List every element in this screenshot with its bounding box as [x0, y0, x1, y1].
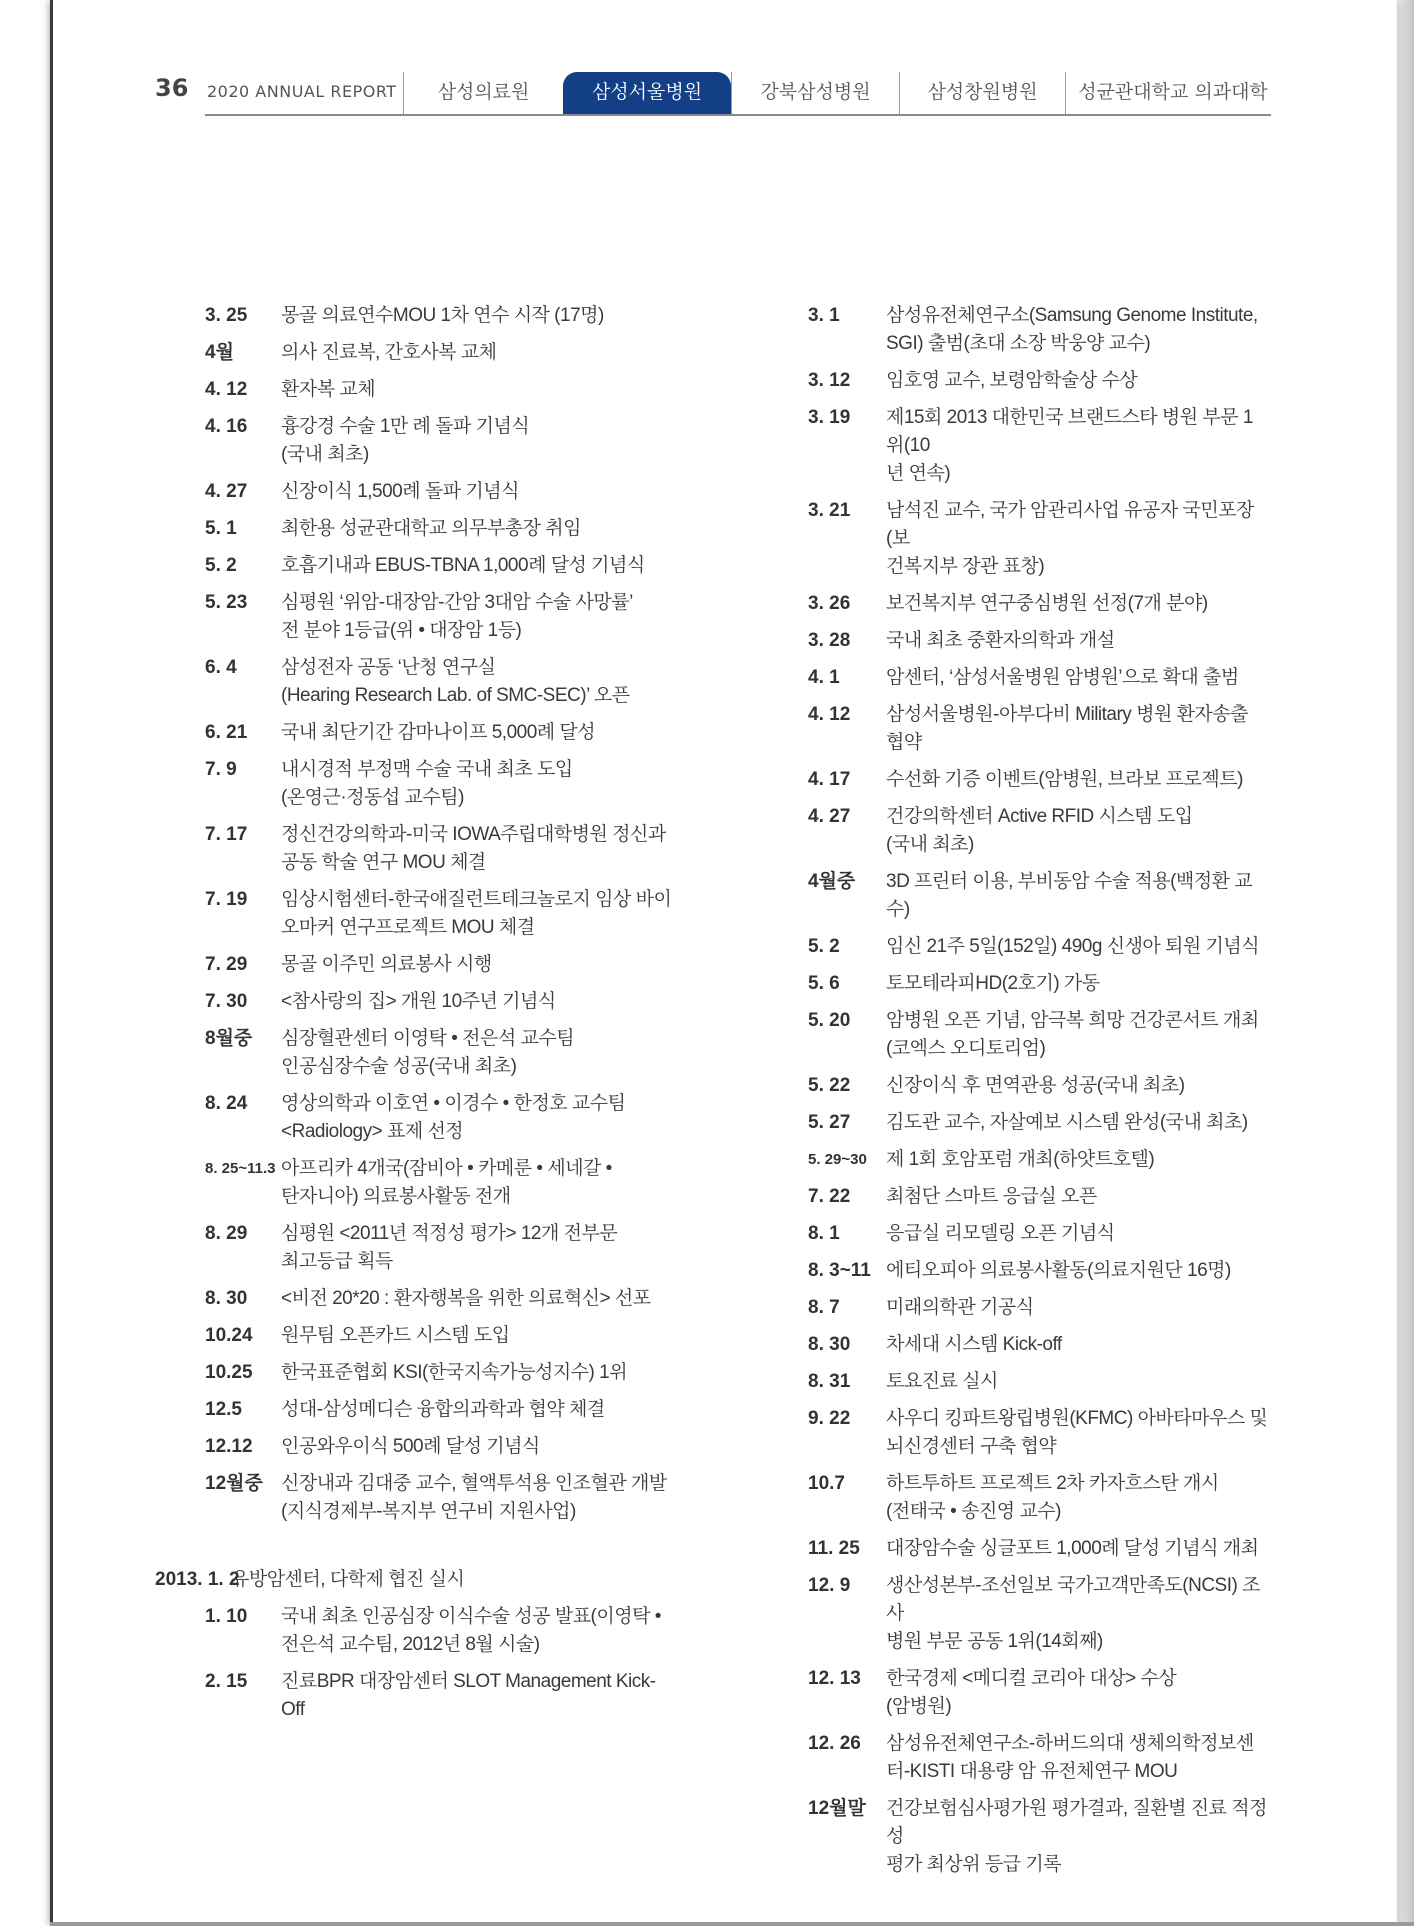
timeline-item	[205, 1285, 725, 1313]
event-date: 12.12	[205, 1436, 253, 1457]
event-text: 신장이식 후 면역관용 성공(국내 최초)	[886, 1075, 1185, 1096]
event-text: 제15회 2013 대한민국 브랜드스타 병원 부문 1위(10 년 연속)	[886, 407, 1253, 484]
event-date: 4. 17	[808, 769, 851, 790]
event-text: 차세대 시스템 Kick-off	[886, 1334, 1062, 1355]
event-date: 8. 25~11.3	[205, 1160, 276, 1177]
event-date: 2. 15	[205, 1671, 248, 1692]
event-text: 원무팀 오픈카드 시스템 도입	[281, 1325, 510, 1346]
timeline-item	[205, 821, 725, 877]
event-text: 심평원 <2011년 적정성 평가> 12개 전부문 최고등급 획득	[281, 1223, 618, 1272]
timeline-item	[808, 1331, 1270, 1359]
timeline-item	[808, 701, 1270, 757]
timeline-item	[808, 1368, 1270, 1396]
timeline-item	[205, 1090, 725, 1146]
event-text: 신장내과 김대중 교수, 혈액투석용 인조혈관 개발 (지식경제부-복지부 연구비 지원사업)	[281, 1473, 667, 1522]
event-text: 하트투하트 프로젝트 2차 카자흐스탄 개시 (전태국 • 송진영 교수)	[886, 1473, 1219, 1522]
event-text: 삼성유전체연구소(Samsung Genome Institute, SGI) 출범(초대 소장 박웅양 교수)	[886, 305, 1258, 354]
event-date: 4. 12	[205, 379, 248, 400]
event-text: 인공와우이식 500례 달성 기념식	[281, 1436, 540, 1457]
tab-samsung-medical-center[interactable]: 삼성의료원	[403, 72, 563, 114]
event-date: 8. 1	[808, 1223, 840, 1244]
event-date: 2013. 1. 2	[155, 1569, 240, 1590]
event-text: 응급실 리모델링 오픈 기념식	[886, 1223, 1115, 1244]
event-date: 3. 21	[808, 500, 851, 521]
timeline-item	[205, 1155, 725, 1211]
timeline-item	[808, 1572, 1270, 1656]
event-text: 토요진료 실시	[886, 1371, 998, 1392]
event-text: 유방암센터, 다학제 협진 실시	[231, 1569, 465, 1590]
timeline-item	[205, 589, 725, 645]
event-text: 사우디 킹파트왕립병원(KFMC) 아바타마우스 및 뇌신경센터 구축 협약	[886, 1408, 1268, 1457]
event-text: 정신건강의학과-미국 IOWA주립대학병원 정신과 공동 학술 연구 MOU 체결	[281, 824, 666, 873]
timeline-item	[808, 1146, 1270, 1174]
event-text: 토모테라피HD(2호기) 가동	[886, 973, 1100, 994]
timeline-item	[808, 1072, 1270, 1100]
event-date: 5. 6	[808, 973, 840, 994]
timeline-item	[205, 376, 725, 404]
event-date: 12. 9	[808, 1575, 851, 1596]
event-text: 한국표준협회 KSI(한국지속가능성지수) 1위	[281, 1362, 628, 1383]
timeline-item	[808, 590, 1270, 618]
timeline-item	[205, 1470, 725, 1526]
event-date: 8. 31	[808, 1371, 851, 1392]
timeline-item	[205, 478, 725, 506]
timeline-item	[808, 1535, 1270, 1563]
timeline-item	[808, 1795, 1270, 1879]
timeline-item	[205, 1322, 725, 1350]
event-text: 신장이식 1,500례 돌파 기념식	[281, 481, 519, 502]
event-date: 6. 4	[205, 657, 237, 678]
event-date: 5. 1	[205, 518, 237, 539]
event-text: 삼성유전체연구소-하버드의대 생체의학정보센 터-KISTI 대용량 암 유전체연구 MOU	[886, 1733, 1254, 1782]
event-text: 건강보험심사평가원 평가결과, 질환별 진료 적정성 평가 최상위 등급 기록	[886, 1798, 1267, 1875]
event-text: 아프리카 4개국(잠비아 • 카메룬 • 세네갈 • 탄자니아) 의료봉사활동 전개	[281, 1158, 612, 1207]
event-text: 건강의학센터 Active RFID 시스템 도입 (국내 최초)	[886, 806, 1193, 855]
section-tabs	[403, 72, 1280, 114]
timeline-item	[808, 1470, 1270, 1526]
tab-samsung-seoul-hospital[interactable]: 삼성서울병원	[563, 72, 731, 114]
timeline-item	[808, 933, 1270, 961]
event-date: 5. 22	[808, 1075, 851, 1096]
event-text: 삼성전자 공동 ‘난청 연구실 (Hearing Research Lab. of SMC-SEC)’ 오픈	[281, 657, 630, 706]
event-date: 10.24	[205, 1325, 253, 1346]
timeline-item	[808, 868, 1270, 924]
event-text: 암병원 오픈 기념, 암극복 희망 건강콘서트 개최 (코엑스 오디토리엄)	[886, 1010, 1259, 1059]
event-date: 7. 30	[205, 991, 248, 1012]
timeline-item	[808, 766, 1270, 794]
timeline-item	[808, 1007, 1270, 1063]
event-date: 4. 16	[205, 416, 248, 437]
event-text: 임상시험센터-한국애질런트테크놀로지 임상 바이 오마커 연구프로젝트 MOU 체결	[281, 889, 672, 938]
event-date: 4. 12	[808, 704, 851, 725]
timeline-item	[205, 988, 725, 1016]
event-text: 최첨단 스마트 응급실 오픈	[886, 1186, 1097, 1207]
event-date: 10.7	[808, 1473, 845, 1494]
event-date: 3. 12	[808, 370, 851, 391]
event-text: 국내 최단기간 감마나이프 5,000례 달성	[281, 722, 596, 743]
timeline-item	[808, 1665, 1270, 1721]
event-text: 영상의학과 이호연 • 이경수 • 한정호 교수팀 <Radiology> 표제 선정	[281, 1093, 626, 1142]
event-date: 3. 1	[808, 305, 840, 326]
event-text: <비전 20*20 : 환자행복을 위한 의료혁신> 선포	[281, 1288, 651, 1309]
timeline-item	[808, 664, 1270, 692]
event-text: 남석진 교수, 국가 암관리사업 유공자 국민포장(보 건복지부 장관 표창)	[886, 500, 1254, 577]
page-number: 36	[155, 74, 189, 102]
timeline-item	[205, 1359, 725, 1387]
event-text: 심장혈관센터 이영탁 • 전은석 교수팀 인공심장수술 성공(국내 최초)	[281, 1028, 575, 1077]
event-text: 수선화 기증 이벤트(암병원, 브라보 프로젝트)	[886, 769, 1243, 790]
timeline-item	[205, 1433, 725, 1461]
event-date: 6. 21	[205, 722, 248, 743]
event-text: 김도관 교수, 자살예보 시스템 완성(국내 최초)	[886, 1112, 1248, 1133]
event-date: 4월중	[808, 871, 856, 892]
event-date: 11. 25	[808, 1538, 860, 1559]
timeline-item	[808, 497, 1270, 581]
event-date: 4. 1	[808, 667, 840, 688]
event-date: 12월중	[205, 1473, 263, 1494]
timeline-item	[205, 654, 725, 710]
event-text: <참사랑의 집> 개원 10주년 기념식	[281, 991, 556, 1012]
timeline-item	[205, 552, 725, 580]
event-date: 5. 29~30	[808, 1151, 867, 1168]
event-date: 7. 19	[205, 889, 248, 910]
tab-samsung-changwon-hospital[interactable]: 삼성창원병원	[899, 72, 1065, 114]
event-text: 진료BPR 대장암센터 SLOT Management Kick- Off	[281, 1671, 656, 1720]
timeline-item	[808, 1257, 1270, 1285]
event-date: 5. 27	[808, 1112, 851, 1133]
timeline-item	[808, 1405, 1270, 1461]
timeline-item	[205, 413, 725, 469]
event-date: 1. 10	[205, 1606, 248, 1627]
event-date: 8. 3~11	[808, 1260, 871, 1281]
event-text: 암센터, ‘삼성서울병원 암병원’으로 확대 출범	[886, 667, 1239, 688]
event-date: 12. 13	[808, 1668, 861, 1689]
timeline-item	[205, 302, 725, 330]
event-date: 12.5	[205, 1399, 242, 1420]
event-date: 8. 7	[808, 1297, 840, 1318]
event-date: 12월말	[808, 1798, 866, 1819]
timeline-item	[155, 1566, 725, 1594]
timeline-item	[205, 1220, 725, 1276]
tab-skku-school-of-medicine[interactable]: 성균관대학교 의과대학	[1065, 72, 1280, 114]
event-date: 4. 27	[205, 481, 248, 502]
timeline-item	[808, 1183, 1270, 1211]
event-text: 미래의학관 기공식	[886, 1297, 1034, 1318]
event-text: 국내 최초 인공심장 이식수술 성공 발표(이영탁 • 전은석 교수팀, 2012년 8월 시술)	[281, 1606, 661, 1655]
event-date: 9. 22	[808, 1408, 851, 1429]
event-date: 8월중	[205, 1028, 253, 1049]
event-text: 한국경제 <메디컬 코리아 대상> 수상 (암병원)	[886, 1668, 1177, 1717]
timeline-item	[205, 1668, 725, 1724]
event-date: 8. 30	[205, 1288, 248, 1309]
tab-kangbuk-samsung-hospital[interactable]: 강북삼성병원	[731, 72, 899, 114]
event-date: 8. 30	[808, 1334, 851, 1355]
timeline-item	[808, 627, 1270, 655]
event-date: 5. 2	[205, 555, 237, 576]
event-date: 4. 27	[808, 806, 851, 827]
event-date: 7. 9	[205, 759, 237, 780]
report-title: 2020 ANNUAL REPORT	[207, 82, 397, 101]
event-date: 10.25	[205, 1362, 253, 1383]
event-text: 심평원 ‘위암-대장암-간암 3대암 수술 사망률’ 전 분야 1등급(위 • 대장암 1등)	[281, 592, 633, 641]
event-date: 7. 29	[205, 954, 248, 975]
timeline-item	[205, 1603, 725, 1659]
event-text: 최한용 성균관대학교 의무부총장 취임	[281, 518, 582, 539]
page-bottom-edge	[50, 1922, 1414, 1926]
timeline-item	[808, 1294, 1270, 1322]
timeline-item	[205, 1396, 725, 1424]
event-date: 4월	[205, 342, 234, 363]
event-text: 몽골 의료연수MOU 1차 연수 시작 (17명)	[281, 305, 604, 326]
event-text: 호흡기내과 EBUS-TBNA 1,000례 달성 기념식	[281, 555, 645, 576]
event-date: 7. 17	[205, 824, 248, 845]
event-text: 보건복지부 연구중심병원 선정(7개 분야)	[886, 593, 1208, 614]
event-text: 생산성본부-조선일보 국가고객만족도(NCSI) 조사 병원 부문 공동 1위(14회째)	[886, 1575, 1260, 1652]
event-text: 의사 진료복, 간호사복 교체	[281, 342, 497, 363]
timeline-item	[808, 367, 1270, 395]
event-date: 3. 19	[808, 407, 851, 428]
event-text: 임신 21주 5일(152일) 490g 신생아 퇴원 기념식	[886, 936, 1260, 957]
event-text: 3D 프린터 이용, 부비동암 수술 적용(백정환 교수)	[886, 871, 1253, 920]
event-date: 3. 26	[808, 593, 851, 614]
timeline-item	[205, 756, 725, 812]
event-text: 임호영 교수, 보령암학술상 수상	[886, 370, 1138, 391]
timeline-item	[808, 1220, 1270, 1248]
event-date: 5. 23	[205, 592, 248, 613]
page-edge-shadow	[1394, 0, 1414, 1926]
timeline-item	[205, 339, 725, 367]
event-date: 3. 28	[808, 630, 851, 651]
event-date: 12. 26	[808, 1733, 861, 1754]
event-text: 몽골 이주민 의료봉사 시행	[281, 954, 492, 975]
event-date: 7. 22	[808, 1186, 851, 1207]
timeline-item	[808, 970, 1270, 998]
timeline-right-column	[808, 302, 1270, 1879]
timeline-item	[205, 886, 725, 942]
event-text: 대장암수술 싱글포트 1,000례 달성 기념식 개최	[886, 1538, 1259, 1559]
event-date: 8. 24	[205, 1093, 248, 1114]
event-text: 제 1회 호암포럼 개최(하얏트호텔)	[886, 1149, 1155, 1170]
timeline-item	[205, 951, 725, 979]
event-text: 성대-삼성메디슨 융합의과학과 협약 체결	[281, 1399, 605, 1420]
event-date: 8. 29	[205, 1223, 248, 1244]
event-text: 내시경적 부정맥 수술 국내 최초 도입 (온영근·정동섭 교수팀)	[281, 759, 573, 808]
page-header	[155, 72, 1270, 114]
timeline-item	[205, 719, 725, 747]
event-text: 삼성서울병원-아부다비 Military 병원 환자송출 협약	[886, 704, 1248, 753]
timeline-item	[205, 515, 725, 543]
event-text: 국내 최초 중환자의학과 개설	[886, 630, 1115, 651]
timeline-item	[808, 1109, 1270, 1137]
timeline-left-column	[155, 302, 725, 1724]
timeline-item	[808, 302, 1270, 358]
event-date: 5. 2	[808, 936, 840, 957]
event-text: 에티오피아 의료봉사활동(의료지원단 16명)	[886, 1260, 1231, 1281]
header-divider	[205, 114, 1271, 116]
timeline-item	[808, 1730, 1270, 1786]
timeline-item	[205, 1025, 725, 1081]
timeline-item	[808, 803, 1270, 859]
event-date: 3. 25	[205, 305, 248, 326]
event-text: 흉강경 수술 1만 례 돌파 기념식 (국내 최초)	[281, 416, 530, 465]
timeline-item	[808, 404, 1270, 488]
event-text: 환자복 교체	[281, 379, 376, 400]
event-date: 5. 20	[808, 1010, 851, 1031]
